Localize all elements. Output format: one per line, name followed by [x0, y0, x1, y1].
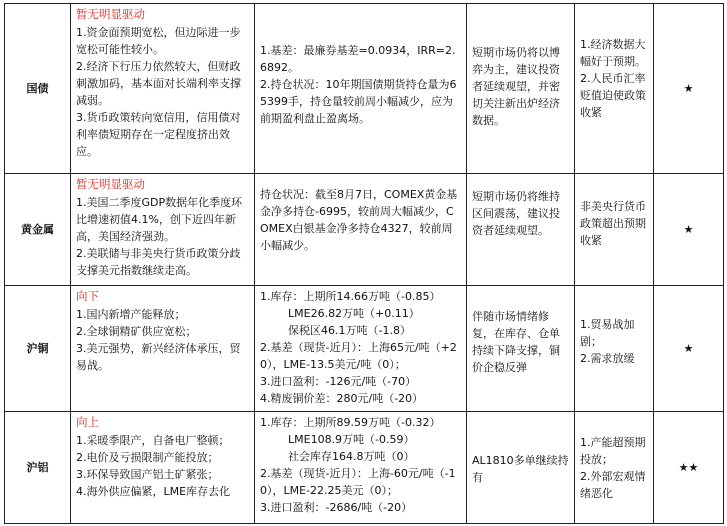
- data-cell: [255, 174, 467, 286]
- data-item: 持仓状况：截至8月7日，COMEX黄金基金净多持仓-6995，较前周大幅减少，COMEX白银基金净多持仓4327，较前周小幅减少。: [260, 188, 458, 252]
- driver-cell: [71, 286, 255, 412]
- view-cell: [467, 174, 575, 286]
- driver-item: 2.全球铜精矿供应宽松；: [76, 325, 197, 338]
- data-item: 社会库存164.8万吨（0）: [288, 450, 415, 463]
- driver-item: 1.资金面预期宽松，但边际进一步宽松可能性较小。: [76, 26, 241, 56]
- data-item: 保税区46.1万吨（-1.8）: [288, 324, 411, 337]
- data-item: 3.进口盈利：-2686/吨（-20）: [260, 501, 413, 514]
- driver-cell: [71, 4, 255, 174]
- driver-item: 3.环保导致国产铝土矿紧张；: [76, 468, 219, 481]
- driver-item: 1.美国二季度GDP数据年化季度环比增速初值4.1%，创下近四年新高，美国经济强劲。: [76, 196, 243, 243]
- data-item: 2.持仓状况：10年期国债期货持仓量为65399手，持仓量较前周小幅减少，应为前期盈利盘止盈离场。: [260, 78, 457, 125]
- commodity-table: [4, 3, 724, 524]
- risk-cell: [575, 286, 654, 412]
- risk-item: 非美央行货币政策超出预期收紧: [580, 200, 646, 247]
- risk-item: 1.经济数据大幅好于预期。: [580, 38, 646, 68]
- driver-item: 1.国内新增产能释放；: [76, 308, 186, 321]
- data-item: 2.基差（现货-近月）：上海-60元/吨（-10），LME-22.25美元（0）；: [260, 467, 456, 497]
- rating-stars: ★★: [654, 412, 724, 524]
- driver-cell: [71, 412, 255, 524]
- risk-item: 2.需求放缓: [580, 352, 635, 365]
- view-cell: [467, 412, 575, 524]
- driver-item: 2.美联储与非美央行货币政策分歧支撑美元指数继续走高。: [76, 247, 241, 277]
- driver-item: 4.海外供应偏紧，LME库存去化: [76, 485, 231, 498]
- risk-cell: [575, 412, 654, 524]
- risk-item: 1.贸易战加剧；: [580, 318, 635, 348]
- table-row: [5, 4, 724, 174]
- data-cell: [255, 286, 467, 412]
- driver-heading: 向上: [76, 415, 99, 429]
- driver-heading: 暂无明显驱动: [76, 177, 145, 191]
- table-row: [5, 174, 724, 286]
- risk-item: 2.人民币汇率贬值迫使政策收紧: [580, 72, 646, 119]
- driver-item: 2.电价及亏损限制产能投放；: [76, 451, 219, 464]
- rating-stars: ★: [654, 174, 724, 286]
- driver-heading: 暂无明显驱动: [76, 7, 145, 21]
- view-text: 短期市场仍将维持区间震荡，建议投资者延续观望。: [472, 190, 560, 237]
- rating-stars: ★: [654, 4, 724, 174]
- risk-cell: [575, 174, 654, 286]
- risk-cell: [575, 4, 654, 174]
- data-item: 1.库存：上期所14.66万吨（-0.85）: [260, 290, 441, 303]
- data-item: LME108.9万吨（-0.59）: [288, 433, 415, 446]
- data-cell: [255, 412, 467, 524]
- risk-item: 2.外部宏观情绪恶化: [580, 470, 646, 500]
- table-row: [5, 286, 724, 412]
- data-item: 1.库存：上期所89.59万吨（-0.32）: [260, 416, 441, 429]
- commodity-name: 沪铜: [5, 286, 71, 412]
- data-item: LME26.82万吨（+0.11）: [288, 307, 420, 320]
- driver-cell: [71, 174, 255, 286]
- table-row: [5, 412, 724, 524]
- driver-item: 1.采暖季限产，自备电厂整顿；: [76, 434, 230, 447]
- data-item: 2.基差（现货-近月）：上海65元/吨（+20），LME-13.5美元/吨（0）；: [260, 341, 457, 371]
- commodity-name: 沪铝: [5, 412, 71, 524]
- data-item: 3.进口盈利：-126元/吨（-70）: [260, 375, 417, 388]
- view-text: 伴随市场情绪修复，在库存、仓单持续下降支撑，铜价企稳反弹: [472, 310, 560, 374]
- risk-item: 1.产能超预期投放；: [580, 436, 646, 466]
- data-cell: [255, 4, 467, 174]
- commodity-name: 黄金属: [5, 174, 71, 286]
- view-cell: [467, 286, 575, 412]
- driver-item: 3.美元强势，新兴经济体承压，贸易战。: [76, 342, 241, 372]
- view-cell: [467, 4, 575, 174]
- commodity-name: 国债: [5, 4, 71, 174]
- driver-item: 3.货币政策转向宽信用，信用债对利率债短期存在一定程度挤出效应。: [76, 111, 241, 158]
- view-text: 短期市场仍将以博弈为主，建议投资者延续观望，并密切关注新出炉经济数据。: [472, 46, 560, 127]
- data-item: 4.精废铜价差：280元/吨（-20）: [260, 392, 424, 405]
- rating-stars: ★: [654, 286, 724, 412]
- driver-item: 2.经济下行压力依然较大，但财政刺激加码，基本面对长端利率支撑减弱。: [76, 60, 241, 107]
- data-item: 1.基差：最廉券基差=0.0934，IRR=2.6892。: [260, 44, 456, 74]
- view-text: AL1810多单继续持有: [472, 454, 569, 484]
- driver-heading: 向下: [76, 289, 99, 303]
